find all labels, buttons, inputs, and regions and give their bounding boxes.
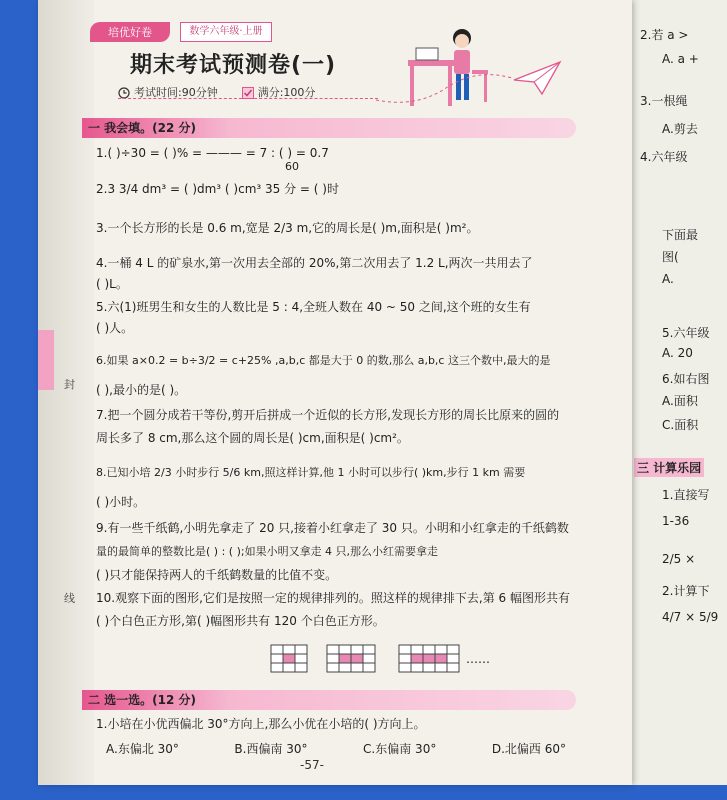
question-6-continued: ( ),最小的是( )。	[96, 383, 187, 397]
question-4-continued: ( )L。	[96, 277, 128, 291]
adjacent-line: 6.如右图	[662, 372, 710, 386]
pattern-ellipsis: ……	[466, 652, 490, 666]
option-a[interactable]: A.东偏北 30°	[106, 742, 179, 756]
adjacent-line: 2/5 ×	[662, 552, 696, 566]
question-7-continued: 周长多了 8 cm,那么这个圆的周长是( )cm,面积是( )cm²。	[96, 431, 409, 445]
choice-question-1: 1.小培在小优西偏北 30°方向上,那么小优在小培的( )方向上。	[96, 717, 426, 731]
binding-label: 线	[64, 592, 75, 605]
adjacent-line: 2.计算下	[662, 584, 710, 598]
question-1: 1.( )÷30 = ( )% = ——— = 7 : ( ) = 0.7	[96, 146, 329, 160]
question-5: 5.六(1)班男生和女生的人数比是 5 : 4,全班人数在 40 ~ 50 之间,这个班的女生有	[96, 300, 531, 314]
paper-plane-icon	[512, 58, 562, 98]
question-10-continued: ( )个白色正方形,第( )幅图形共有 120 个白色正方形。	[96, 614, 385, 628]
adjacent-line: A.	[662, 272, 674, 286]
question-8-continued: ( )小时。	[96, 495, 146, 509]
binding-label: 封	[64, 378, 75, 391]
adjacent-page	[632, 0, 727, 785]
question-7: 7.把一个圆分成若干等份,剪开后拼成一个近似的长方形,发现长方形的周长比原来的圆的	[96, 408, 560, 422]
binding-tab	[38, 330, 54, 390]
adjacent-line: 1.直接写	[662, 488, 710, 502]
question-9-line-3: ( )只才能保持两人的千纸鹤数量的比值不变。	[96, 568, 338, 582]
choice-options	[106, 740, 566, 757]
pattern-figure-2	[326, 644, 382, 678]
adjacent-line: 4/7 × 5/9	[662, 610, 719, 624]
adjacent-line: 4.六年级	[640, 150, 688, 164]
adjacent-line: 5.六年级	[662, 326, 710, 340]
section-fill-blanks-title: 一 我会填。(22 分)	[82, 118, 576, 138]
question-9-line-2: 量的最简单的整数比是( ) : ( );如果小明又拿走 4 只,那么小红需要拿走	[96, 545, 439, 558]
question-8: 8.已知小培 2/3 小时步行 5/6 km,照这样计算,他 1 小时可以步行( )km,步行 1 km 需要	[96, 466, 526, 479]
question-3: 3.一个长方形的长是 0.6 m,宽是 2/3 m,它的周长是( )m,面积是( )m²。	[96, 221, 479, 235]
fraction-denominator: 60	[285, 160, 299, 173]
question-9: 9.有一些千纸鹤,小明先拿走了 20 只,接着小红拿走了 30 只。小明和小红拿走的千纸鹤数	[96, 521, 569, 535]
pattern-figure-1	[270, 644, 310, 678]
adjacent-line: A.剪去	[662, 122, 698, 136]
adjacent-line: 图(	[662, 250, 679, 264]
option-d[interactable]: D.北偏西 60°	[491, 742, 566, 756]
dotted-path-decoration	[376, 60, 516, 110]
adjacent-line: 2.若 a >	[640, 28, 689, 42]
adjacent-line: C.面积	[662, 418, 699, 432]
question-6: 6.如果 a×0.2 = b÷3/2 = c+25% ,a,b,c 都是大于 0 的数,那么 a,b,c 这三个数中,最大的是	[96, 354, 551, 367]
question-5-continued: ( )人。	[96, 321, 134, 335]
grade-label: 数学六年级·上册	[180, 22, 272, 42]
adjacent-section-title: 三 计算乐园	[634, 458, 704, 477]
option-c[interactable]: C.东偏南 30°	[363, 742, 437, 756]
option-b[interactable]: B.西偏南 30°	[234, 742, 308, 756]
exam-time: 考试时间:90分钟	[118, 84, 218, 100]
exam-score: 满分:100分	[242, 84, 316, 100]
adjacent-line: 1-36	[662, 514, 690, 528]
page-title: 期末考试预测卷(一)	[130, 53, 337, 78]
adjacent-line: 3.一根绳	[640, 94, 688, 108]
pattern-figure-3	[398, 644, 464, 678]
adjacent-line: 下面最	[662, 228, 699, 242]
adjacent-line: A. a +	[662, 52, 699, 66]
header-divider	[118, 98, 378, 99]
series-badge: 培优好卷	[90, 22, 170, 42]
question-4: 4.一桶 4 L 的矿泉水,第一次用去全部的 20%,第二次用去了 1.2 L,两次一共用去了	[96, 256, 533, 270]
question-10: 10.观察下面的图形,它们是按照一定的规律排列的。照这样的规律排下去,第 6 幅图形共有	[96, 591, 570, 605]
question-2: 2.3 3/4 dm³ = ( )dm³ ( )cm³ 35 分 = ( )时	[96, 182, 339, 196]
adjacent-line: A.面积	[662, 394, 698, 408]
adjacent-line: A. 20	[662, 346, 693, 360]
page-number: -57-	[300, 758, 324, 772]
section-multiple-choice-title: 二 选一选。(12 分)	[82, 690, 576, 710]
